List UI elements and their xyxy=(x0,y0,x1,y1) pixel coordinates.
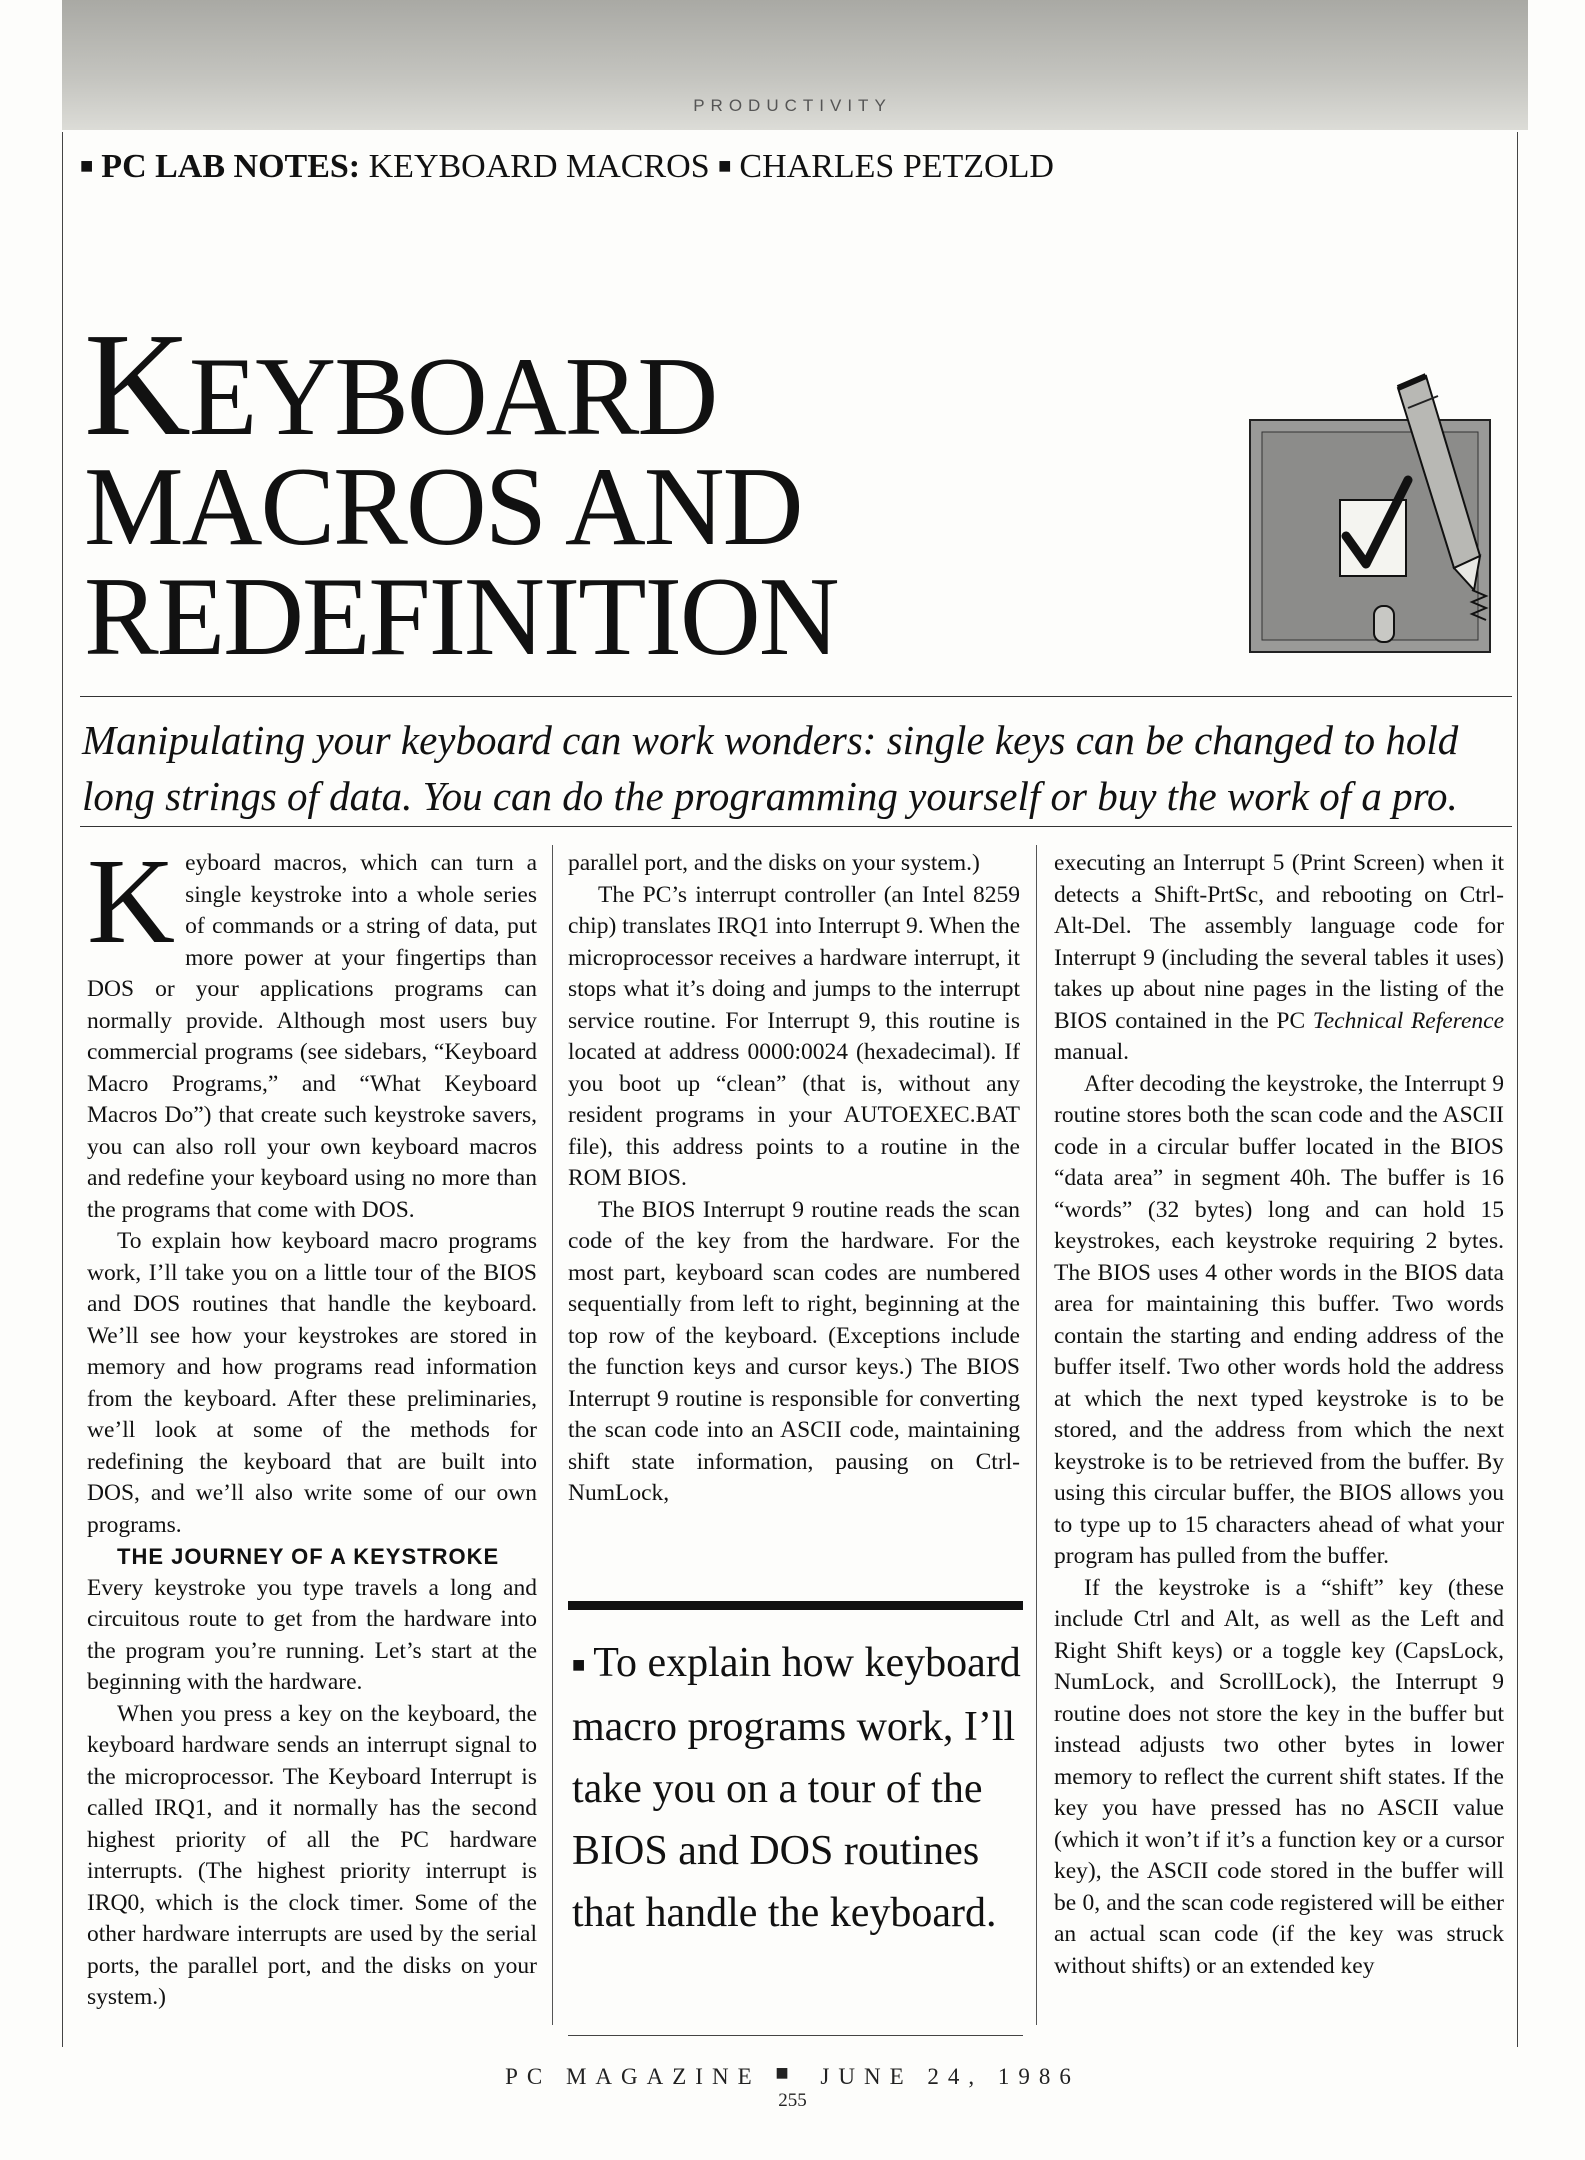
paragraph: The PC’s interrupt controller (an Intel 8259 chip) translates IRQ1 into Interrupt 9. When the microprocessor receives a hardware interrupt, it stops what it’s doing and jumps to the interrupt service routine. For Interrupt 9, this routine is located at address 0000:0024 (hexadecimal). If you boot up “clean” (that is, without any resident programs in your AUTOEXEC.BAT file), this address points to a routine in the ROM BIOS. xyxy=(568,881,1020,1191)
subhead: THE JOURNEY OF A KEYSTROKE xyxy=(117,1544,500,1569)
article-title xyxy=(84,303,1204,679)
drop-cap: K xyxy=(87,834,176,969)
kicker-label: PC LAB NOTES: xyxy=(101,148,361,185)
footer-magazine: PC MAGAZINE xyxy=(505,2064,761,2089)
deck-top-rule xyxy=(80,696,1512,697)
footer-date: JUNE 24, 1986 xyxy=(820,2064,1080,2089)
page-number: 255 xyxy=(778,2090,807,2111)
paragraph: Every keystroke you type travels a long and circuitous route to get from the hardware into the program you’re running. Let’s start at the beginning with the hardware. xyxy=(87,1574,537,1695)
title-initial: K xyxy=(84,303,189,467)
column-divider xyxy=(1036,845,1037,2025)
deck-bottom-rule xyxy=(80,826,1512,827)
floppy-checkmark-pencil-illustration xyxy=(1248,368,1526,668)
pull-quote-bottom-rule xyxy=(568,2035,1023,2036)
pull-quote-bar xyxy=(568,1601,1023,1610)
article-column-3 xyxy=(1054,848,1505,1979)
title-line-1 xyxy=(84,303,1204,467)
bullet-square-icon: ■ xyxy=(572,1652,586,1677)
section-label: PRODUCTIVITY xyxy=(693,96,892,115)
bullet-square-icon: ■ xyxy=(80,153,94,178)
title-line-3: REDEFINITION xyxy=(84,555,838,679)
paragraph: Keyboard macros, which can turn a single keystroke into a whole series of commands or a string of data, put more power at your fingertips than DOS or your applications programs can normally provide. Although most users buy commercial programs (see sidebars, “Keyboard Macro Programs,” and “What Keyboard Macros Do”) that create such keystroke savers, you can also roll your own keyboard macros and redefine your keyboard using no more than the programs that come with DOS. xyxy=(87,834,537,1223)
paragraph: The BIOS Interrupt 9 routine reads the scan code of the key from the hardware. For the most part, keyboard scan codes are numbered sequentially from left to right, beginning at the top row of the keyboard. (Exceptions include the function keys and cursor keys.) The BIOS Interrupt 9 routine is responsible for converting the scan code into an ASCII code, maintaining shift state information, pausing on Ctrl-NumLock, xyxy=(568,1196,1020,1506)
bullet-square-icon: ■ xyxy=(775,2060,798,2085)
bullet-square-icon: ■ xyxy=(718,153,732,178)
kicker-author: CHARLES PETZOLD xyxy=(739,148,1054,185)
paragraph: executing an Interrupt 5 (Print Screen) when it detects a Shift-PrtSc, and rebooting on Ctrl-Alt-Del. The assembly language code for Interrupt 9 (including the several tables it uses) takes up about nine pages in the listing of the BIOS contained in the PC Technical Reference manual. xyxy=(1054,850,1505,1065)
title-line-1-rest: EYBOARD xyxy=(188,335,717,459)
paragraph-continued: parallel port, and the disks on your system.) xyxy=(568,850,980,876)
paragraph: After decoding the keystroke, the Interrupt 9 routine stores both the scan code and the ASCII code in a circular buffer located in the BIOS “data area” in segment 40h. The buffer is 16 “words” (32 bytes) long and can hold 15 keystrokes, each keystroke requiring 2 bytes. The BIOS uses 4 other words in the BIOS data area for maintaining this buffer. Two words contain the starting and ending address of the buffer itself. Two other words hold the address at which the next typed keystroke is to be stored, and the address from which the next keystroke is to be retrieved from the buffer. By using this circular buffer, the BIOS allows you to type up to 15 characters ahead of what your program has pulled from the buffer. xyxy=(1054,1070,1504,1569)
kicker xyxy=(80,148,1054,186)
paragraph: To explain how keyboard macro programs work, I’ll take you on a little tour of the BIOS and DOS routines that handle the keyboard. We’ll see how your keystrokes are stored in memory and how programs read information from the keyboard. After these preliminaries, we’ll look at some of the methods for redefining the keyboard that are built into DOS, and we’ll also write some of our own programs. xyxy=(87,1228,537,1538)
paragraph: When you press a key on the keyboard, the keyboard hardware sends an interrupt signal to the microprocessor. The Keyboard Interrupt is called IRQ1, and it normally has the second highest priority of all the PC hardware interrupts. (The highest priority interrupt is IRQ0, which is the clock timer. Some of the other hardware interrupts are used by the serial ports, the parallel port, and the disks on your system.) xyxy=(87,1700,537,2010)
floppy-slot xyxy=(1374,606,1394,642)
article-column-1 xyxy=(87,834,537,2010)
title-line-2: MACROS AND xyxy=(84,445,802,569)
italic-title: Technical Reference xyxy=(1312,1007,1505,1034)
article-column-2 xyxy=(568,848,1020,1608)
deck: Manipulating your keyboard can work wonders: single keys can be changed to hold long strings of data. You can do the programming yourself or buy the work of a pro. xyxy=(82,717,1459,819)
column-divider xyxy=(552,845,553,2025)
paragraph: If the keystroke is a “shift” key (these include Ctrl and Alt, as well as the Left and Right Shift keys) or a toggle key (CapsLock, NumLock, and ScrollLock), the Interrupt 9 routine does not store the key in the buffer but instead adjusts two other bytes in lower memory to reflect the current shift states. If the key you have pressed has no ASCII value (which it won’t if it’s a function key or a cursor key), the ASCII code stored in the buffer will be 0, and the scan code registered will be either an actual scan code (if the key was struck without shifts) or an extended key xyxy=(1054,1574,1504,1979)
pull-quote xyxy=(572,1632,1024,1944)
footer xyxy=(0,2060,1585,2090)
pull-quote-text: To explain how keyboard macro programs work, I’ll take you on a tour of the BIOS and DOS routines that handle the keyboard. xyxy=(572,1640,1021,1936)
kicker-topic: KEYBOARD MACROS xyxy=(368,148,710,185)
